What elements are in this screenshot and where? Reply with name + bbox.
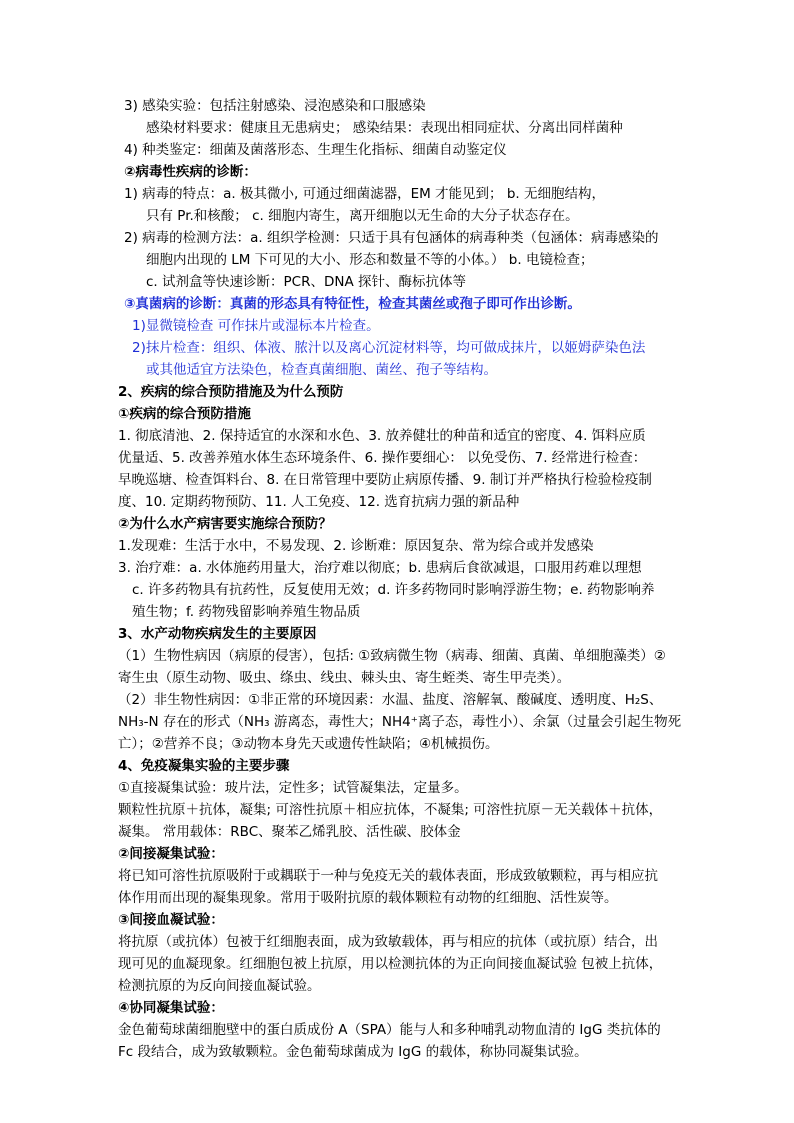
text-line: 早晚巡塘、检查饵料台、8. 在日常管理中要防止病原传播、9. 制订并严格执行检验检疫制 [118,472,652,488]
text-line: 2) 病毒的检测方法：a. 组织学检测：只适于具有包涵体的病毒种类（包涵体：病毒感染的 [124,230,659,246]
text-line: （2）非生物性病因：①非正常的环境因素：水温、盐度、溶解氧、酸碱度、透明度、H₂S、 [118,692,663,708]
text-line: 或其他适宜方法染色，检查真菌细胞、菌丝、孢子等结构。 [146,362,497,378]
section-heading: ②间接凝集试验： [118,846,224,862]
text-line: 1.发现难：生活于水中，不易发现、2. 诊断难：原因复杂、常为综合或并发感染 [118,538,594,554]
text-line: 2)抹片检查：组织、体液、脓汁以及离心沉淀材料等，均可做成抹片，以姬姆萨染色法 [132,340,646,356]
text-line: c. 试剂盒等快速诊断：PCR、DNA 探针、酶标抗体等 [146,274,466,290]
text-line: 细胞内出现的 LM 下可见的大小、形态和数量不等的小体。） b. 电镜检查； [146,252,594,268]
text-line: 殖生物；f. 药物残留影响养殖生物品质 [132,604,361,620]
text-line: 3) 感染实验：包括注射感染、浸泡感染和口服感染 [124,98,426,114]
text-line: 感染材料要求：健康且无患病史； 感染结果：表现出相同症状、分离出同样菌种 [146,120,623,136]
text-line: 现可见的血凝现象。红细胞包被上抗原，用以检测抗体的为正向间接血凝试验 包被上抗体， [118,956,663,972]
section-heading: 4、免疫凝集实验的主要步骤 [118,758,290,774]
text-line: 4) 种类鉴定：细菌及菌落形态、生理生化指标、细菌自动鉴定仪 [124,142,507,158]
text-line: 度、10. 定期药物预防、11. 人工免疫、12. 选育抗病力强的新品种 [118,494,520,510]
section-heading: ①疾病的综合预防措施 [118,406,251,422]
section-heading: 3、水产动物疾病发生的主要原因 [118,626,317,642]
text-line: （1）生物性病因（病原的侵害），包括: ①致病微生物（病毒、细菌、真菌、单细胞藻类）② [118,648,666,664]
text-line: 1)显微镜检查 可作抹片或湿标本片检查。 [132,318,380,334]
text-line: 亡）；②营养不良；③动物本身先天或遗传性缺陷；④机械损伤。 [118,736,499,752]
text-line: c. 许多药物具有抗药性，反复使用无效；d. 许多药物同时影响浮游生物；e. 药物影响养 [132,582,655,598]
section-heading: ③间接血凝试验： [118,912,224,928]
text-line: NH₃-N 存在的形式（NH₃ 游离态，毒性大；NH4⁺离子态，毒性小）、余氯（过量会引起生物死 [118,714,682,730]
text-line: 体作用而出现的凝集现象。常用于吸附抗原的载体颗粒有动物的红细胞、活性炭等。 [118,890,618,906]
text-line: 优量适、5. 改善养殖水体生态环境条件、6. 操作要细心： 以免受伤、7. 经常进行检查： [118,450,647,466]
section-heading: ④协同凝集试验： [118,1000,224,1016]
text-line: 金色葡萄球菌细胞壁中的蛋白质成份 A（SPA）能与人和多种哺乳动物血清的 IgG 类抗体的 [118,1022,661,1038]
text-line: 寄生虫（原生动物、吸虫、绦虫、线虫、棘头虫、寄生蛭类、寄生甲壳类）。 [118,670,571,686]
section-heading: 2、疾病的综合预防措施及为什么预防 [118,384,344,400]
text-line: 将已知可溶性抗原吸附于或耦联于一种与免疫无关的载体表面，形成致敏颗粒，再与相应抗 [118,868,658,884]
text-line: ①直接凝集试验：玻片法，定性多；试管凝集法，定量多。 [118,780,468,796]
text-line: 只有 Pr.和核酸； c. 细胞内寄生，离开细胞以无生命的大分子状态存在。 [146,208,579,224]
text-line: 1) 病毒的特点：a. 极其微小, 可通过细菌滤器，EM 才能见到； b. 无细胞结构， [124,186,605,202]
section-heading: ②病毒性疾病的诊断： [124,164,257,180]
text-line: 凝集。 常用载体：RBC、聚苯乙烯乳胶、活性碳、胶体金 [118,824,461,840]
section-heading: ②为什么水产病害要实施综合预防？ [118,516,332,532]
text-line: 颗粒性抗原＋抗体，凝集; 可溶性抗原＋相应抗体，不凝集; 可溶性抗原－无关载体＋抗体， [118,802,663,818]
text-line: 3. 治疗难：a. 水体施药用量大，治疗难以彻底；b. 患病后食欲减退，口服用药难以理想 [118,560,642,576]
section-heading-fungus: ③真菌病的诊断：真菌的形态具有特征性，检查其菌丝或孢子即可作出诊断。 [124,296,581,312]
text-line: Fc 段结合，成为致敏颗粒。金色葡萄球菌成为 IgG 的载体，称协同凝集试验。 [118,1044,588,1060]
text-line: 1. 彻底清池、2. 保持适宜的水深和水色、3. 放养健壮的种苗和适宜的密度、4. 饵料应质 [118,428,646,444]
text-line: 检测抗原的为反向间接血凝试验。 [118,978,321,994]
text-line: 将抗原（或抗体）包被于红细胞表面，成为致敏载体，再与相应的抗体（或抗原）结合，出 [118,934,658,950]
